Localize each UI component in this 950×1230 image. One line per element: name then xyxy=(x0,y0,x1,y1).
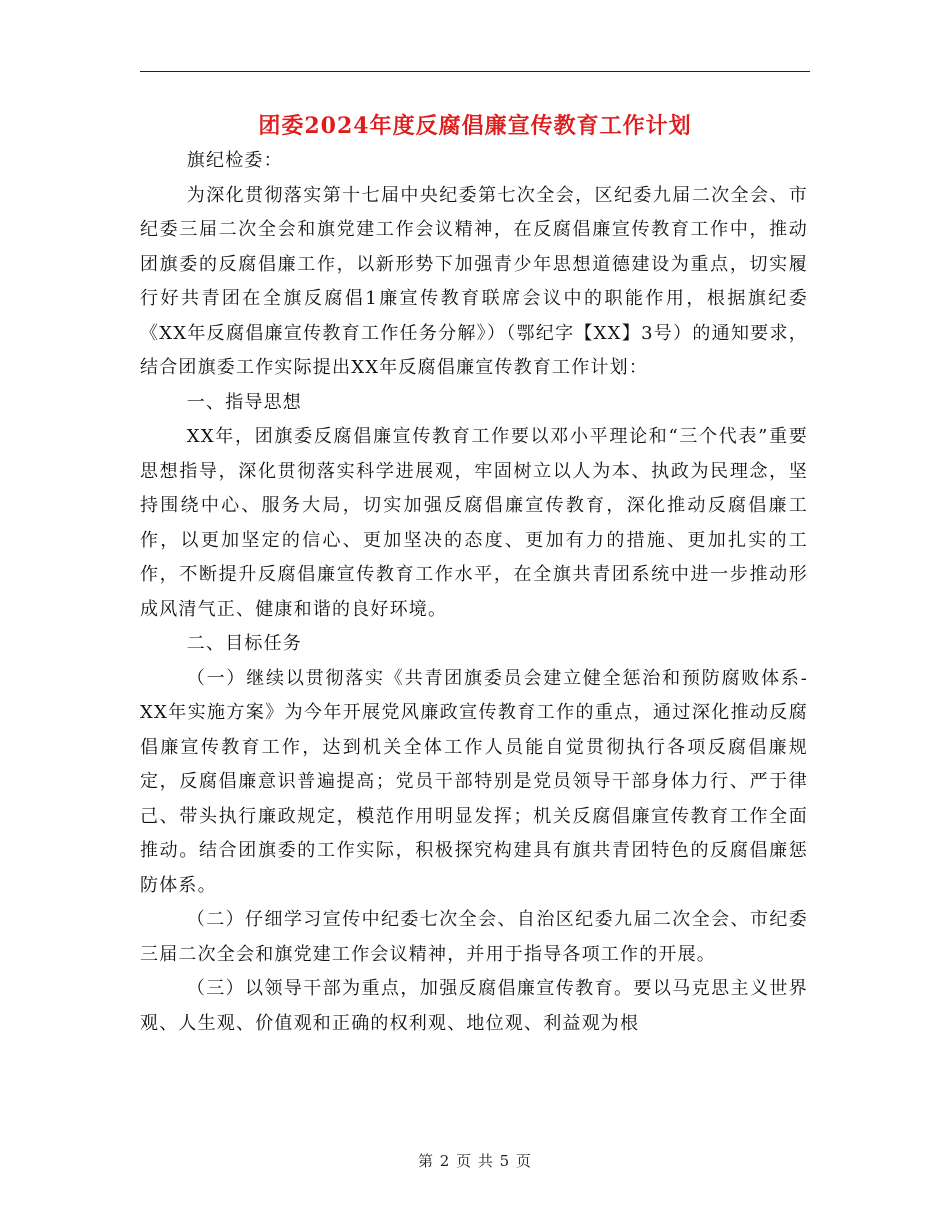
section-heading-guiding-ideology: 一、指导思想 xyxy=(186,391,302,413)
salutation: 旗纪检委： xyxy=(186,150,283,171)
header-rule xyxy=(140,71,810,72)
document-title: 团委2024年度反腐倡廉宣传教育工作计划 xyxy=(258,113,692,139)
page-number: 第 2 页 共 5 页 xyxy=(418,1152,532,1170)
task-item-1: （一）继续以贯彻落实《共青团旗委员会建立健全惩治和预防腐败体系-XX年实施方案》为今年开展党风廉政宣传教育工作的重点，通过深化推动反腐倡廉宣传教育工作，达到机关全体工作人员能自觉贯彻执行各项反腐倡廉规定，反腐倡廉意识普遍提高；党员干部特别是党员领导干部身体力行、严于律己、带头执行廉政规定，模范作用明显发挥；机关反腐倡廉宣传教育工作全面推动。结合团旗委的工作实际，积极探究构建具有旗共青团特色的反腐倡廉惩防体系。 xyxy=(140,667,808,896)
intro-paragraph: 为深化贯彻落实第十七届中央纪委第七次全会，区纪委九届二次全会、市纪委三届二次全会和旗党建工作会议精神，在反腐倡廉宣传教育工作中，推动团旗委的反腐倡廉工作，以新形势下加强青少年思想道德建设为重点，切实履行好共青团在全旗反腐倡1廉宣传教育联席会议中的职能作用，根据旗纪委《XX年反腐倡廉宣传教育工作任务分解》）（鄂纪字【XX】3号）的通知要求，结合团旗委工作实际提出XX年反腐倡廉宣传教育工作计划： xyxy=(140,184,808,378)
task-item-2: （二）仔细学习宣传中纪委七次全会、自治区纪委九届二次全会、市纪委三届二次全会和旗党建工作会议精神，并用于指导各项工作的开展。 xyxy=(140,909,808,965)
document-body xyxy=(140,144,808,1041)
section-heading-goals-tasks: 二、目标任务 xyxy=(186,633,302,654)
task-item-3: （三）以领导干部为重点，加强反腐倡廉宣传教育。要以马克思主义世界观、人生观、价值观和正确的权利观、地位观、利益观为根 xyxy=(140,978,808,1034)
guiding-ideology-paragraph: XX年，团旗委反腐倡廉宣传教育工作要以邓小平理论和“三个代表”重要思想指导，深化贯彻落实科学进展观，牢固树立以人为本、执政为民理念，坚持围绕中心、服务大局，切实加强反腐倡廉宣传教育，深化推动反腐倡廉工作，以更加坚定的信心、更加坚决的态度、更加有力的措施、更加扎实的工作，不断提升反腐倡廉宣传教育工作水平，在全旗共青团系统中进一步推动形成风清气正、健康和谐的良好环境。 xyxy=(140,426,808,620)
